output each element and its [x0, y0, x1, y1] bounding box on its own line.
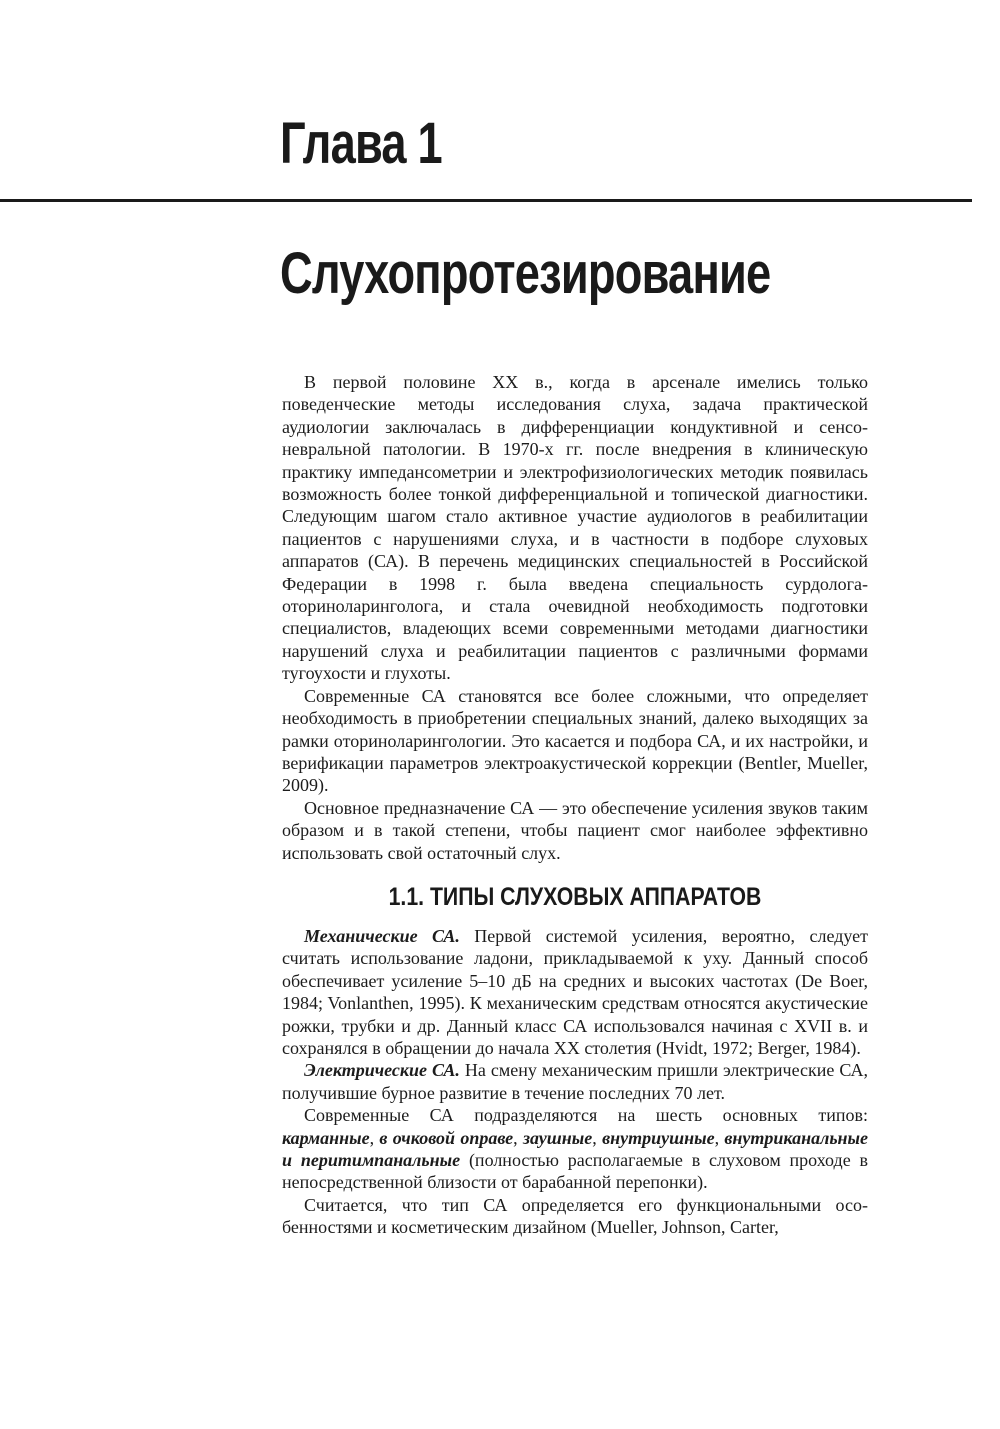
mechanical-term: Механические СА. [304, 925, 460, 946]
types-paragraph [282, 1104, 868, 1194]
types-separator: , [592, 1127, 603, 1148]
intro-paragraph-1: В первой половине XX в., когда в арсенале имелись только поведенческие методы исследования слуха, задача практической аудиологии заключалась в дифференциации кондуктивной и сенсоневральной патологии. В 1970-х гг. после внедрения в клиническую практику импедансометрии и электрофизиологических методик появилась возможность более тонкой дифференциальной и топической диагностики. Следующим шагом стало активное участие аудиологов в реабилитации пациентов с нарушениями слуха, и в частности в подборе слуховых аппаратов (СА). В перечень медицинских специальностей в Российской Федерации в 1998 г. была введена специальность сурдолога-оториноларинголога, и стала очевидной необходимость подготовки специалистов, владеющих всеми современными методами диагностики нарушений слуха и реабилитации пациентов с различными формами тугоухости и глухоты. [282, 372, 868, 684]
type-behind-ear: заушные [522, 1127, 593, 1148]
mechanical-paragraph [282, 925, 868, 1059]
intro-paragraph-2: Современные СА становятся все более сложными, что определяет необходимость в приобретении специальных знаний, далеко выходящих за рамки оториноларингологии. Это касается и подбора СА, и их настройки, и верификации параметров электроакустической коррекции (Bentler, Mueller, 2009). [282, 685, 868, 796]
mechanical-text: Первой системой усиления, вероятно, следует считать использование ладони, прикладываемой к уху. Данный способ обеспечивает усиление 5–10 дБ на средних и высоких частотах (De Boer, 1984; Vonlanthen, 1995). К механическим средствам относятся акустические рожки, трубки и др. Данный класс СА использовался начиная с XVII в. и сохранялся в обращении до начала XX столетия (Hvidt, 1972; Berger, 1984). [282, 925, 868, 1058]
electric-text: На смену механическим пришли электрические СА, получившие бурное развитие в течение последних 70 лет. [282, 1060, 868, 1103]
electric-paragraph [282, 1059, 868, 1104]
types-separator: , [714, 1127, 725, 1148]
chapter-title: Слухопротезирование [280, 241, 771, 306]
section-heading: 1.1. ТИПЫ СЛУХОВЫХ АППАРАТОВ [388, 882, 762, 911]
type-pocket: карманные [282, 1127, 370, 1148]
last-paragraph: Считается, что тип СА определяется его функциональными особенностями и косметическим дизайном (Mueller, Johnson, Carter, [282, 1194, 868, 1238]
types-outro: (полностью располагаемые в слуховом проходе в непосредственной близости от барабанной перепонки). [282, 1150, 868, 1193]
chapter-divider [0, 199, 972, 202]
types-separator: , [513, 1127, 523, 1148]
chapter-label: Глава 1 [280, 111, 442, 176]
types-separator: , [369, 1127, 380, 1148]
electric-term: Электрические СА. [304, 1060, 460, 1081]
type-eyeglass: в очковой оправе [379, 1127, 514, 1148]
types-intro: Современные СА подразделяются на шесть основных типов: [304, 1105, 868, 1126]
intro-paragraph-3: Основное предназначение СА — это обеспечение усиления звуков таким образом и в такой степени, чтобы пациент смог наиболее эффективно использовать свой остаточный слух. [282, 797, 868, 863]
page-body [282, 371, 868, 1239]
type-in-ear: внутриушные [602, 1127, 715, 1148]
type-in-canal-peritympanic: внутриканальные и перитимпанальные [282, 1127, 869, 1170]
